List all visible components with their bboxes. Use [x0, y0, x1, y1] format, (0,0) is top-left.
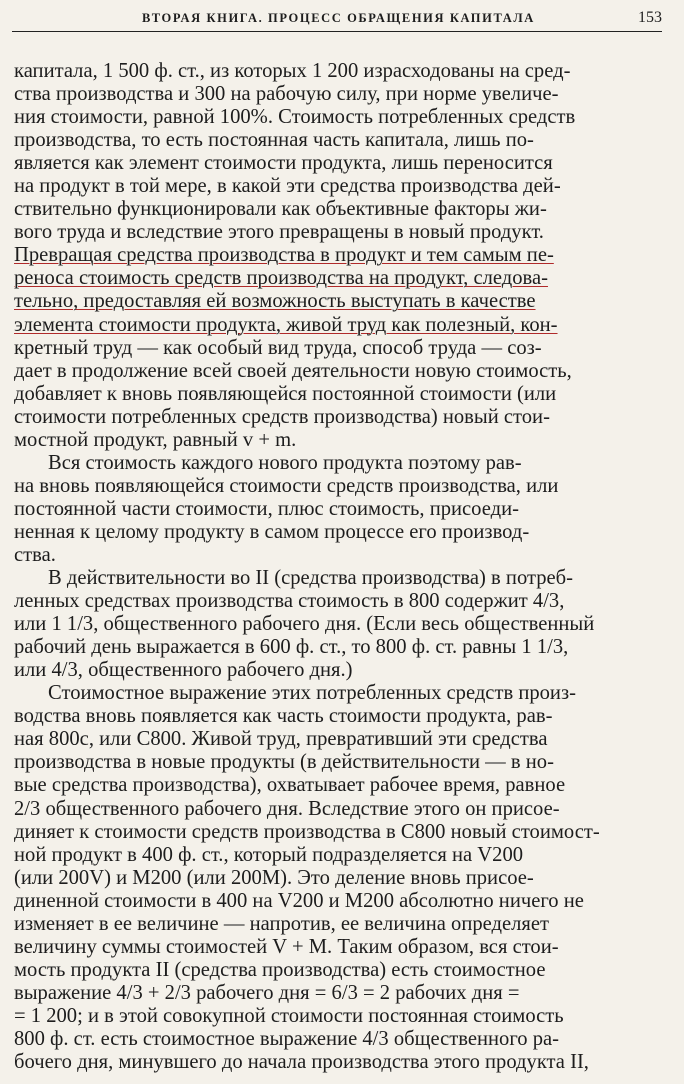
paragraph-2 — [14, 452, 656, 567]
text-line: ния стоимости, равной 100%. Стоимость потребленных средств — [14, 106, 576, 129]
text-line: на продукт в той мере, в какой эти средства производства дей- — [14, 175, 561, 198]
page-header — [12, 9, 662, 32]
text-line: водства вновь появляется как часть стоимости продукта, рав- — [14, 705, 553, 728]
underlined-line: реноса стоимость средств производства на продукт, следова- — [14, 267, 548, 290]
underlined-line: элемента стоимости продукта, живой труд как полезный, кон- — [14, 313, 558, 336]
page-body — [14, 60, 656, 1074]
text-line: выражение 4/3 + 2/3 рабочего дня = 6/3 = 2 рабочих дня = — [14, 981, 520, 1004]
text-line: кретный труд — как особый вид труда, способ труда — соз- — [14, 336, 542, 359]
text-line: производства, то есть постоянная часть капитала, лишь по- — [14, 129, 534, 152]
text-line: 2/3 общественного рабочего дня. Вследствие этого он присое- — [14, 797, 560, 820]
text-line: Вся стоимость каждого нового продукта поэтому рав- — [48, 451, 522, 474]
text-line: дает в продолжение всей своей деятельности новую стоимость, — [14, 359, 572, 382]
text-line: мость продукта II (средства производства) есть стоимостное — [14, 958, 546, 981]
text-line: на вновь появляющейся стоимости средств производства, или — [14, 474, 559, 497]
paragraph-1 — [14, 60, 656, 452]
text-line: ства. — [14, 543, 56, 566]
text-line: Стоимостное выражение этих потребленных средств произ- — [48, 682, 576, 705]
text-line: диняет к стоимости средств производства в C800 новый стоимост- — [14, 820, 600, 843]
text-line: изменяет в ее величине — напротив, ее величина определяет — [14, 912, 550, 935]
text-line: ства производства и 300 на рабочую силу, при норме увеличе- — [14, 83, 559, 106]
text-line: величину суммы стоимостей V + M. Таким образом, вся стои- — [14, 935, 559, 958]
text-line: производства в новые продукты (в действительности — в но- — [14, 751, 554, 774]
page-number: 153 — [638, 9, 662, 26]
text-line: диненной стоимости в 400 на V200 и M200 абсолютно ничего не — [14, 889, 584, 912]
paragraph-4 — [14, 682, 656, 1074]
text-line: = 1 200; и в этой совокупной стоимости постоянная стоимость — [14, 1004, 564, 1027]
text-line: рабочий день выражается в 600 ф. ст., то 800 ф. ст. равны 1 1/3, — [14, 636, 569, 659]
text-line: стоимости потребленных средств производства) новый стои- — [14, 405, 550, 428]
text-line: 800 ф. ст. есть стоимостное выражение 4/3 общественного ра- — [14, 1027, 560, 1050]
text-line: капитала, 1 500 ф. ст., из которых 1 200 израсходованы на сред- — [14, 60, 571, 82]
underlined-line: тельно, предоставляя ей возможность выступать в качестве — [14, 290, 536, 313]
text-line: добавляет к вновь появляющейся постоянной стоимости (или — [14, 382, 557, 405]
text-line: мостной продукт, равный v + m. — [14, 428, 297, 451]
underlined-line: Превращая средства производства в продукт и тем самым пе- — [14, 244, 554, 267]
text-line: ненная к целому продукту в самом процессе его производ- — [14, 520, 530, 543]
text-line: ствительно функционировали как объективные факторы жи- — [14, 198, 547, 221]
text-line: бочего дня, минувшего до начала производства этого продукта II, — [14, 1051, 589, 1074]
running-title: ВТОРАЯ КНИГА. ПРОЦЕСС ОБРАЩЕНИЯ КАПИТАЛА — [142, 11, 535, 25]
paragraph-3 — [14, 567, 656, 682]
text-line: В действительности во II (средства производства) в потреб- — [48, 567, 573, 590]
text-line: (или 200V) и M200 (или 200M). Это деление вновь присое- — [14, 866, 534, 889]
text-line: ная 800c, или C800. Живой труд, превративший эти средства — [14, 728, 548, 751]
text-line: ленных средствах производства стоимость в 800 содержит 4/3, — [14, 590, 565, 613]
text-line: или 1 1/3, общественного рабочего дня. (Если весь общественный — [14, 613, 595, 636]
text-line: или 4/3, общественного рабочего дня.) — [14, 659, 353, 682]
text-line: вого труда и вследствие этого превращены в новый продукт. — [14, 221, 544, 244]
text-line: вые средства производства), охватывает рабочее время, равное — [14, 774, 566, 797]
text-line: постоянной части стоимости, плюс стоимость, присоеди- — [14, 497, 519, 520]
text-line: является как элемент стоимости продукта, лишь переносится — [14, 152, 553, 175]
text-line: ной продукт в 400 ф. ст., который подразделяется на V200 — [14, 843, 524, 866]
